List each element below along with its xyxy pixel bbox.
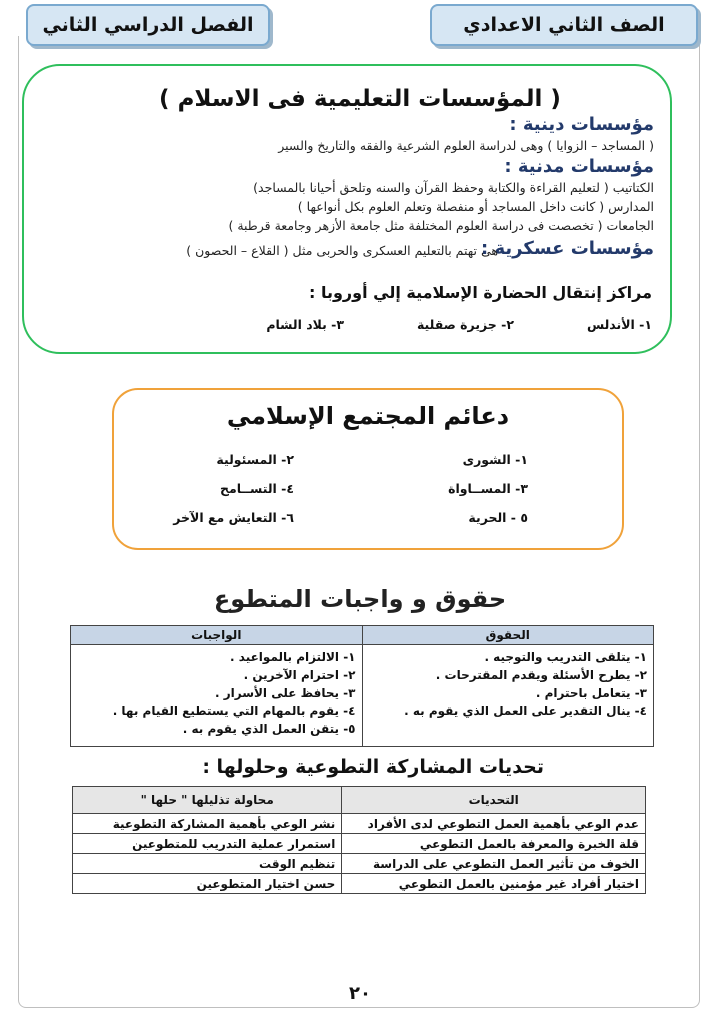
- table-row: [73, 854, 646, 874]
- religious-title: مؤسسات دينية :: [509, 114, 654, 135]
- pillar-item: ٥ - الحرية: [468, 510, 528, 525]
- military-text: هى تهتم بالتعليم العسكرى والحربى مثل ( القلاع – الحصون ): [186, 243, 498, 258]
- right-item: ٤- ينال التقدير على العمل الذي يقوم به .: [404, 704, 647, 718]
- pillars-title: دعائم المجتمع الإسلامي: [226, 402, 510, 430]
- center-item: ٢- جزيرة صقلية: [416, 317, 514, 332]
- civil-line: الجامعات ( تخصصت فى دراسة العلوم المختلفة مثل جامعة الأزهر وجامعة قرطبة ): [228, 218, 654, 233]
- duty-item: ٣- يحافظ على الأسرار .: [214, 686, 356, 700]
- duty-item: ٢- احترام الآخرين .: [243, 668, 356, 682]
- table-row: [73, 874, 646, 894]
- pillar-item: ٣- المســاواة: [448, 481, 528, 496]
- page-number: ٢٠: [349, 983, 371, 1004]
- pillar-item: ١- الشورى: [462, 452, 528, 467]
- right-item: ١- يتلقى التدريب والتوجيه .: [484, 650, 647, 664]
- volunteer-title: حقوق و واجبات المتطوع: [213, 585, 507, 613]
- rights-cell: [362, 645, 654, 747]
- term-tab: الفصل الدراسي الثاني: [26, 4, 270, 46]
- pillar-item: ٢- المسئولية: [216, 452, 294, 467]
- pillar-item: ٤- التســامح: [220, 481, 294, 496]
- challenge-cell: اختيار أفراد غير مؤمنين بالعمل التطوعي: [342, 874, 646, 894]
- institutions-title: ( المؤسسات التعليمية فى الاسلام ): [159, 86, 561, 112]
- grade-tab: الصف الثاني الاعدادي: [430, 4, 698, 46]
- challenges-title: تحديات المشاركة التطوعية وحلولها :: [202, 756, 544, 778]
- solution-cell: استمرار عملية التدريب للمتطوعين: [73, 834, 342, 854]
- duty-item: ٤- يقوم بالمهام التي يستطيع القيام بها .: [112, 704, 356, 718]
- civil-line: الكتاتيب ( لتعليم القراءة والكتابة وحفظ القرآن والسنه وتلحق أحيانا بالمساجد): [253, 180, 654, 195]
- duty-item: ٥- يتقن العمل الذي يقوم به .: [182, 722, 356, 736]
- rights-duties-table: [70, 625, 654, 747]
- right-item: ٣- يتعامل باحترام .: [535, 686, 647, 700]
- solution-cell: تنظيم الوقت: [73, 854, 342, 874]
- duties-cell: [71, 645, 363, 747]
- right-item: ٢- يطرح الأسئلة ويقدم المقترحات .: [435, 668, 647, 682]
- civil-line: المدارس ( كانت داخل المساجد أو منفصلة وتعلم العلوم بكل أنواعها ): [297, 199, 654, 214]
- civil-title: مؤسسات مدنية :: [504, 156, 654, 177]
- table-row: [73, 834, 646, 854]
- challenges-table: [72, 786, 646, 894]
- challenges-header: التحديات: [342, 787, 646, 814]
- challenge-cell: الخوف من تأثير العمل التطوعي على الدراسة: [342, 854, 646, 874]
- centers-title: مراكز إنتقال الحضارة الإسلامية إلي أوروبا :: [308, 283, 652, 302]
- duties-header: الواجبات: [71, 626, 363, 645]
- military-title: مؤسسات عسكرية :: [481, 238, 654, 259]
- challenge-cell: قلة الخبرة والمعرفة بالعمل التطوعي: [342, 834, 646, 854]
- center-item: ١- الأندلس: [586, 317, 652, 332]
- pillar-item: ٦- التعايش مع الآخر: [173, 510, 294, 525]
- religious-text: ( المساجد – الزوايا ) وهى لدراسة العلوم الشرعية والفقه والتاريخ والسير: [278, 138, 654, 153]
- solution-cell: حسن اختيار المتطوعين: [73, 874, 342, 894]
- table-row: [73, 814, 646, 834]
- rights-header: الحقوق: [362, 626, 654, 645]
- challenge-cell: عدم الوعي بأهمية العمل التطوعي لدى الأفراد: [342, 814, 646, 834]
- duty-item: ١- الالتزام بالمواعيد .: [230, 650, 356, 664]
- solutions-header: محاولة تذليلها " حلها ": [73, 787, 342, 814]
- solution-cell: نشر الوعي بأهمية المشاركة التطوعية: [73, 814, 342, 834]
- center-item: ٣- بلاد الشام: [266, 317, 344, 332]
